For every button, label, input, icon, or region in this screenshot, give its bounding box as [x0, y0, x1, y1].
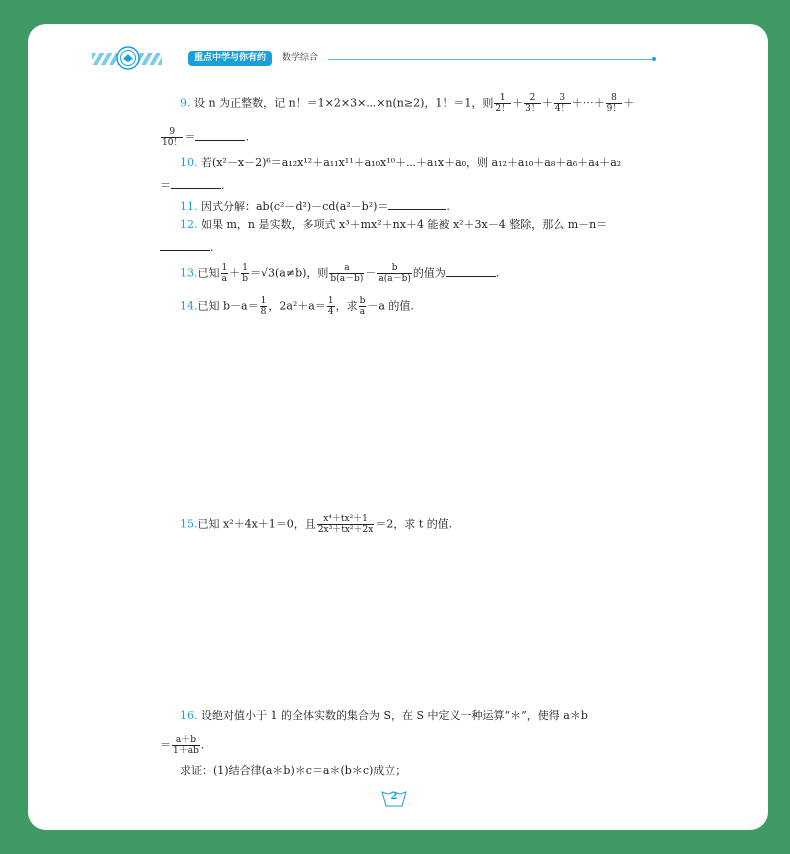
- question-15: 15.已知 x²＋4x＋1＝0，且 $\frac{\text{x⁴＋tx²＋1}}{\text{2x³＋tx²＋2x}}$ ＝2，求 t 的值.: [180, 514, 453, 535]
- question-9-cont: $\frac{9}{10!}$ ＝ .: [162, 127, 249, 148]
- page-number-text: 2: [390, 791, 398, 802]
- question-number: 16.: [180, 709, 198, 722]
- book-title: 重点中学与你有约: [188, 51, 272, 66]
- answer-blank[interactable]: [160, 238, 210, 251]
- fraction: $\frac{9}{10!}$: [162, 127, 183, 148]
- fraction: $\frac{b}{a}$: [359, 296, 366, 317]
- book-logo-icon: [116, 46, 140, 70]
- question-text: 设绝对值小于 1 的全体实数的集合为 S，在 S 中定义一种运算“＊”，使得 a＊b: [201, 709, 588, 722]
- page-number: [380, 790, 408, 808]
- question-16-proof: [180, 762, 406, 780]
- answer-blank[interactable]: [446, 264, 496, 277]
- fraction: $\frac{2}{3!}$: [525, 93, 540, 114]
- header-rule: [328, 59, 654, 60]
- question-text: 如果 m，n 是实数，多项式 x³＋mx²＋nx＋4 能被 x²＋3x－4 整除，那么 m－n＝: [201, 218, 608, 231]
- question-number: 11.: [180, 200, 198, 213]
- fraction: $\frac{1}{b}$: [242, 263, 248, 284]
- answer-blank[interactable]: [171, 176, 221, 189]
- fraction: $\frac{a}{b(a-b)}$: [330, 263, 364, 284]
- question-11: 11. 因式分解：ab(c²－d²)－cd(a²－b²)＝ .: [180, 197, 450, 216]
- question-number: 12.: [180, 218, 198, 231]
- fraction: $\frac{b}{a(a-b)}$: [378, 263, 411, 284]
- fraction: $\frac{8}{9!}$: [606, 93, 622, 114]
- question-text: 若(x²－x－2)⁶＝a₁₂x¹²＋a₁₁x¹¹＋a₁₀x¹⁰＋⋯＋a₁x＋a₀，则 a₁₂＋a₁₀＋a₈＋a₆＋a₄＋a₂: [201, 156, 622, 169]
- answer-blank[interactable]: [388, 197, 446, 210]
- fraction: $\frac{3}{4!}$: [554, 93, 570, 114]
- question-10-cont: ＝ .: [160, 176, 225, 195]
- question-number: 10.: [180, 156, 198, 169]
- proof-text: 求证：(1)结合律(a＊b)＊c＝a＊(b＊c)成立；: [180, 764, 407, 777]
- fraction: $\frac{1}{8}$: [260, 296, 267, 317]
- question-12-cont: .: [160, 238, 214, 257]
- question-14: 14.已知 b－a＝ $\frac{1}{8}$ ，2a²＋a＝ $\frac{1}{4}$ ，求 $\frac{b}{a}$ －a 的值.: [180, 296, 414, 317]
- question-number: 9.: [180, 96, 191, 110]
- fraction: $\frac{1}{a}$: [221, 263, 228, 284]
- question-16-cont: ＝ $\frac{a+b}{1+ab}$ .: [160, 735, 205, 756]
- fraction: $\frac{a+b}{1+ab}$: [173, 735, 199, 756]
- question-number: 15.: [180, 517, 198, 531]
- question-number: 13.: [180, 266, 198, 280]
- question-10: [180, 154, 621, 172]
- page-header: [92, 46, 658, 70]
- fraction: $\frac{\text{x⁴＋tx²＋1}}{\text{2x³＋tx²＋2x}}$: [317, 514, 374, 535]
- header-dot: [652, 57, 656, 61]
- subject-label: 数学综合: [282, 53, 319, 63]
- fraction: $\frac{1}{4}$: [327, 296, 334, 317]
- question-text: 因式分解：ab(c²－d²)－cd(a²－b²)＝: [201, 200, 389, 213]
- question-13: 13.已知 $\frac{1}{a}$ ＋ $\frac{1}{b}$ ＝√3(a≠b)，则 $\frac{a}{b(a-b)}$ － $\frac{b}{a(a-b)}$ 的值为 .: [180, 263, 500, 284]
- fraction: $\frac{1}{2!}$: [495, 93, 511, 114]
- question-9: 9. 设 n 为正整数，记 n！＝1×2×3×⋯×n(n≥2)，1！＝1，则 $\frac{1}{2!}$ ＋ $\frac{2}{3!}$ ＋ $\frac{3}{4!}$ ＋⋯＋ $\frac{8}{9!}$ ＋: [180, 93, 635, 114]
- question-text: 设 n 为正整数，记 n！＝1×2×3×⋯×n(n≥2)，1！＝1，则: [194, 96, 494, 110]
- question-16: [180, 707, 588, 725]
- question-number: 14.: [180, 299, 198, 313]
- question-12: [180, 216, 607, 234]
- answer-blank[interactable]: [195, 128, 245, 141]
